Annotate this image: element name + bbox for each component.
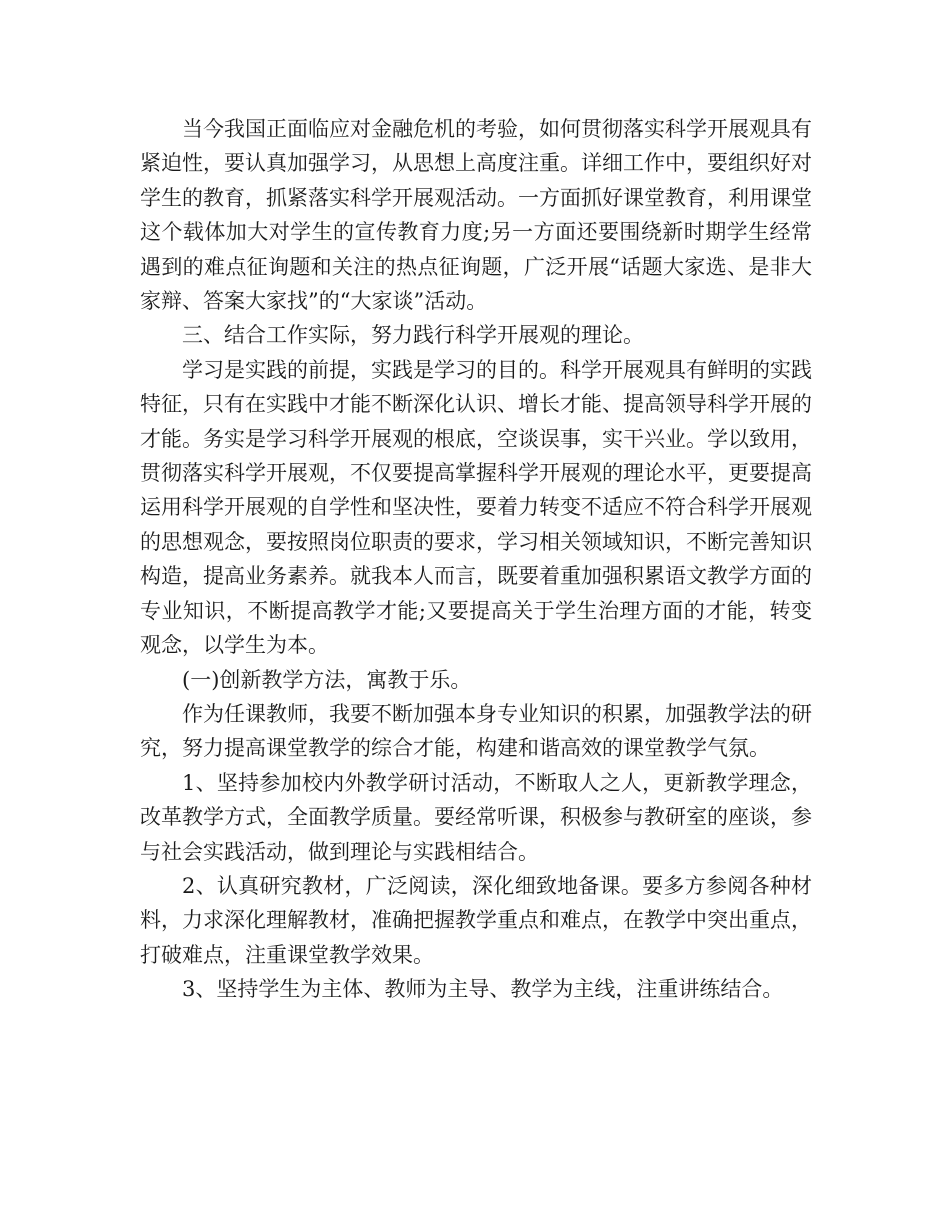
list-item-3: 3、坚持学生为主体、教师为主导、教学为主线，注重讲练结合。 bbox=[182, 977, 784, 1002]
list-item-2: 2、认真研究教材，广泛阅读，深化细致地备课。要多方参阅各种材料，力求深化理解教材，准确把握教学重点和难点，在教学中突出重点，打破难点，注重课堂教学效果。 bbox=[140, 873, 812, 967]
paragraph-financial-crisis: 当今我国正面临应对金融危机的考验，如何贯彻落实科学开展观具有紧迫性，要认真加强学习，从思想上高度注重。详细工作中，要组织好对学生的教育，抓紧落实科学开展观活动。一方面抓好课堂教育，利用课堂这个载体加大对学生的宣传教育力度;另一方面还要围绕新时期学生经常遇到的难点征询题和关注的热点征询题，广泛开展“话题大家选、是非大家辩、答案大家找”的“大家谈”活动。 bbox=[140, 117, 812, 314]
list-item-1: 1、坚持参加校内外教学研讨活动，不断取人之人，更新教学理念，改革教学方式，全面教学质量。要经常听课，积极参与教研室的座谈，参与社会实践活动，做到理论与实践相结合。 bbox=[140, 770, 812, 864]
heading-section-three: 三、结合工作实际，努力践行科学开展观的理论。 bbox=[182, 323, 644, 348]
document-body bbox=[140, 112, 812, 1007]
paragraph-teacher-role: 作为任课教师，我要不断加强本身专业知识的积累，加强教学法的研究，努力提高课堂教学的综合才能，构建和谐高效的课堂教学气氛。 bbox=[140, 701, 812, 761]
subheading-teaching-methods: (一)创新教学方法，寓教于乐。 bbox=[182, 667, 472, 692]
paragraph-practice: 学习是实践的前提，实践是学习的目的。科学开展观具有鲜明的实践特征，只有在实践中才能不断深化认识、增长才能、提高领导科学开展的才能。务实是学习科学开展观的根底，空谈误事，实干兴业。学以致用，贯彻落实科学开展观，不仅要提高掌握科学开展观的理论水平，更要提高运用科学开展观的自学性和坚决性，要着力转变不适应不符合科学开展观的思想观念，要按照岗位职责的要求，学习相关领域知识，不断完善知识构造，提高业务素养。就我本人而言，既要着重加强积累语文教学方面的专业知识，不断提高教学才能;又要提高关于学生治理方面的才能，转变观念，以学生为本。 bbox=[140, 357, 812, 658]
